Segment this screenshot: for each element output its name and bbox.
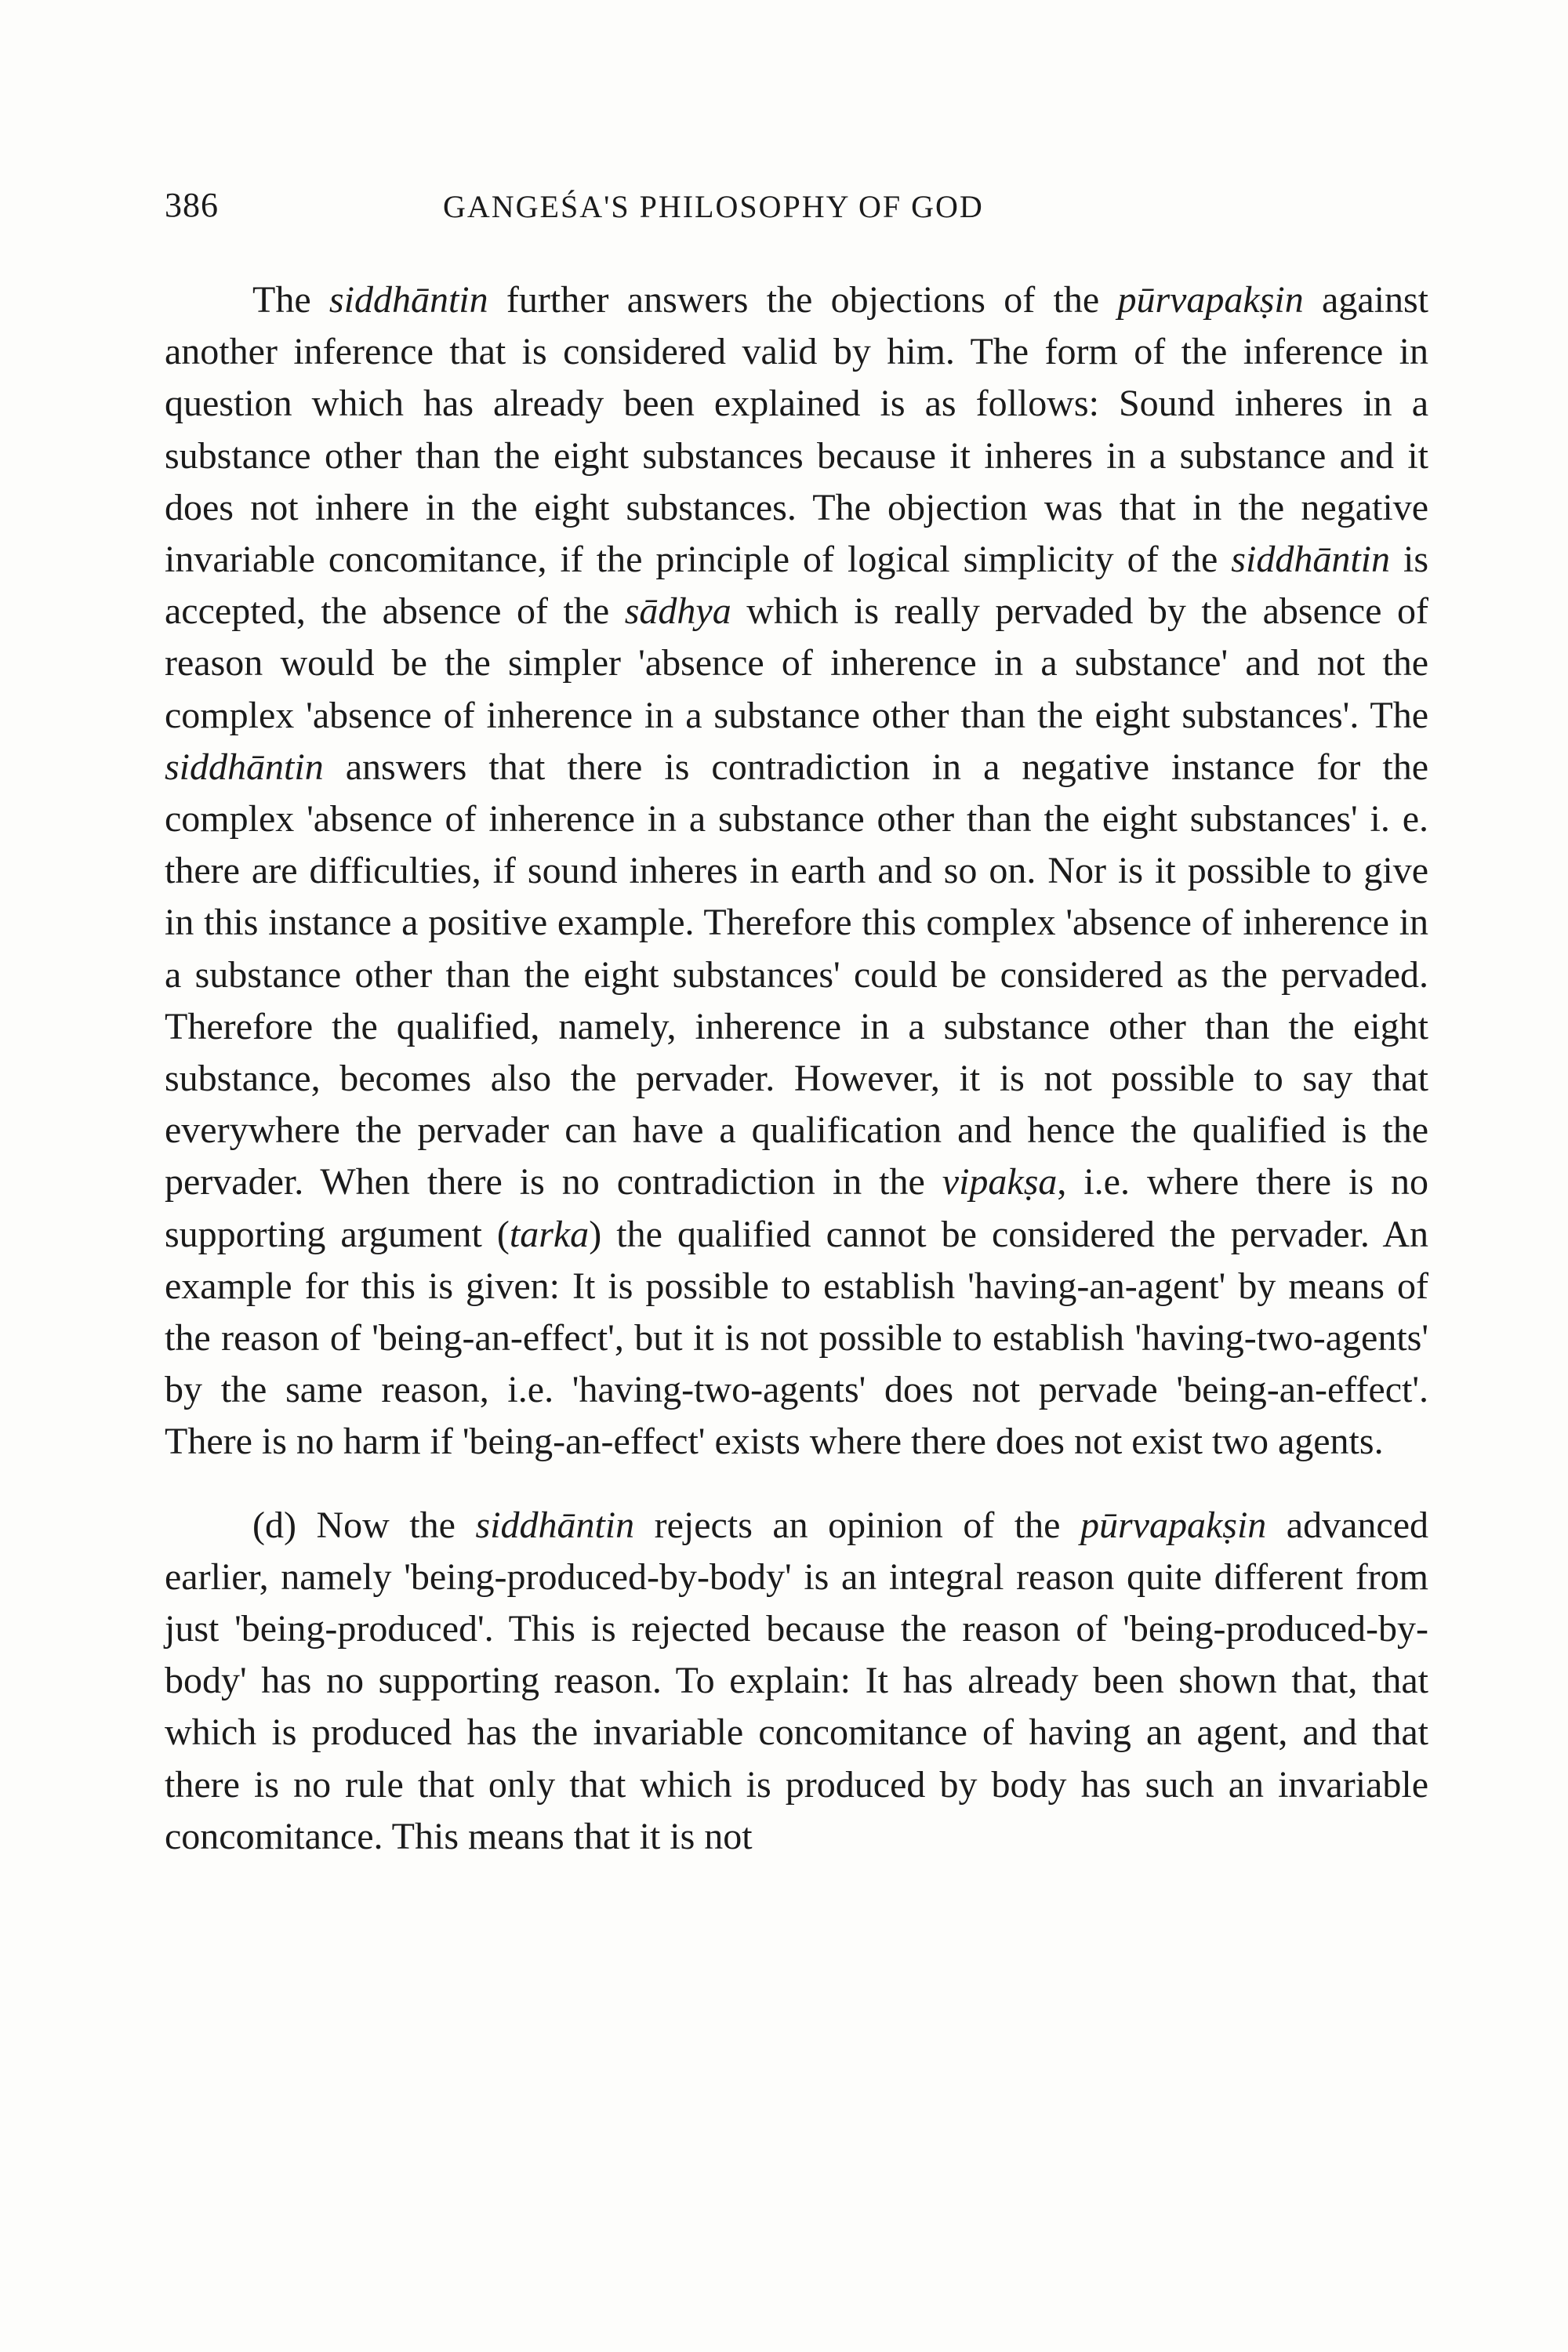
- text-segment: (d) Now the: [252, 1504, 476, 1546]
- italic-term: tarka: [509, 1213, 590, 1255]
- text-segment: , i.e. where there is no supporting argument (: [165, 1161, 1428, 1255]
- body-text: [165, 274, 1428, 1863]
- italic-term: vipakṣa: [942, 1161, 1058, 1203]
- paragraph-2: [165, 1500, 1428, 1863]
- text-segment: further answers the objections of the: [488, 279, 1118, 321]
- italic-term: pūrvapakṣin: [1080, 1504, 1267, 1546]
- text-segment: which is really pervaded by the absence of reason would be the simpler 'absence of inherence in a substance' and not the complex 'absence of inherence in a substance other than the eight substances'. The: [165, 590, 1428, 736]
- italic-term: sādhya: [624, 590, 731, 633]
- text-segment: against another inference that is considered valid by him. The form of the inference in question which has already been explained is as follows: Sound inheres in a substance other than the eight substances because it inheres in a substance and it does not inhere in the eight substances. The objection was that in the negative invariable concomitance, if the principle of logical simplicity of the: [165, 279, 1429, 581]
- page-number: 386: [165, 186, 219, 224]
- text-segment: advanced earlier, namely 'being-produced-by-body' is an integral reason quite different from just 'being-produced'. This is rejected because the reason of 'being-produced-by-body' has no supporting reason. To explain: It has already been shown that, that which is produced has the invariable concomitance of having an agent, and that there is no rule that only that which is produced by body has such an invariable concomitance. This means that it is not: [165, 1504, 1428, 1857]
- italic-term: pūrvapakṣin: [1117, 279, 1304, 321]
- running-head: [165, 185, 1419, 232]
- paragraph-1: [165, 274, 1428, 1468]
- text-segment: The: [252, 279, 329, 321]
- text-segment: rejects an opinion of the: [634, 1504, 1080, 1546]
- running-title: GANGEŚA'S PHILOSOPHY OF GOD: [443, 189, 984, 224]
- text-segment: ) the qualified cannot be considered the pervader. An example for this is given: It is possible to establish 'having-an-agent' by means of the reason of 'being-an-effect', but it is not possible to establish 'having-two-agents' by the same reason, i.e. 'having-two-agents' does not pervade 'being-an-effect'. There is no harm if 'being-an-effect' exists where there does not exist two agents.: [165, 1213, 1429, 1463]
- text-segment: answers that there is contradiction in a negative instance for the complex 'absence of inherence in a substance other than the eight substances' i. e. there are difficulties, if sound inheres in earth and so on. Nor is it possible to give in this instance a positive example. Therefore this complex 'absence of inherence in a substance other than the eight substances' could be considered as the pervaded. Therefore the qualified, namely, inherence in a substance other than the eight substance, becomes also the pervader. However, it is not possible to say that everywhere the pervader can have a qualification and hence the qualified is the pervader. When there is no contradiction in the: [165, 746, 1428, 1203]
- italic-term: siddhāntin: [328, 279, 488, 321]
- italic-term: siddhāntin: [475, 1504, 635, 1546]
- text-segment: is accepted, the absence of the: [165, 539, 1429, 633]
- italic-term: siddhāntin: [1231, 539, 1390, 581]
- italic-term: siddhāntin: [165, 746, 324, 788]
